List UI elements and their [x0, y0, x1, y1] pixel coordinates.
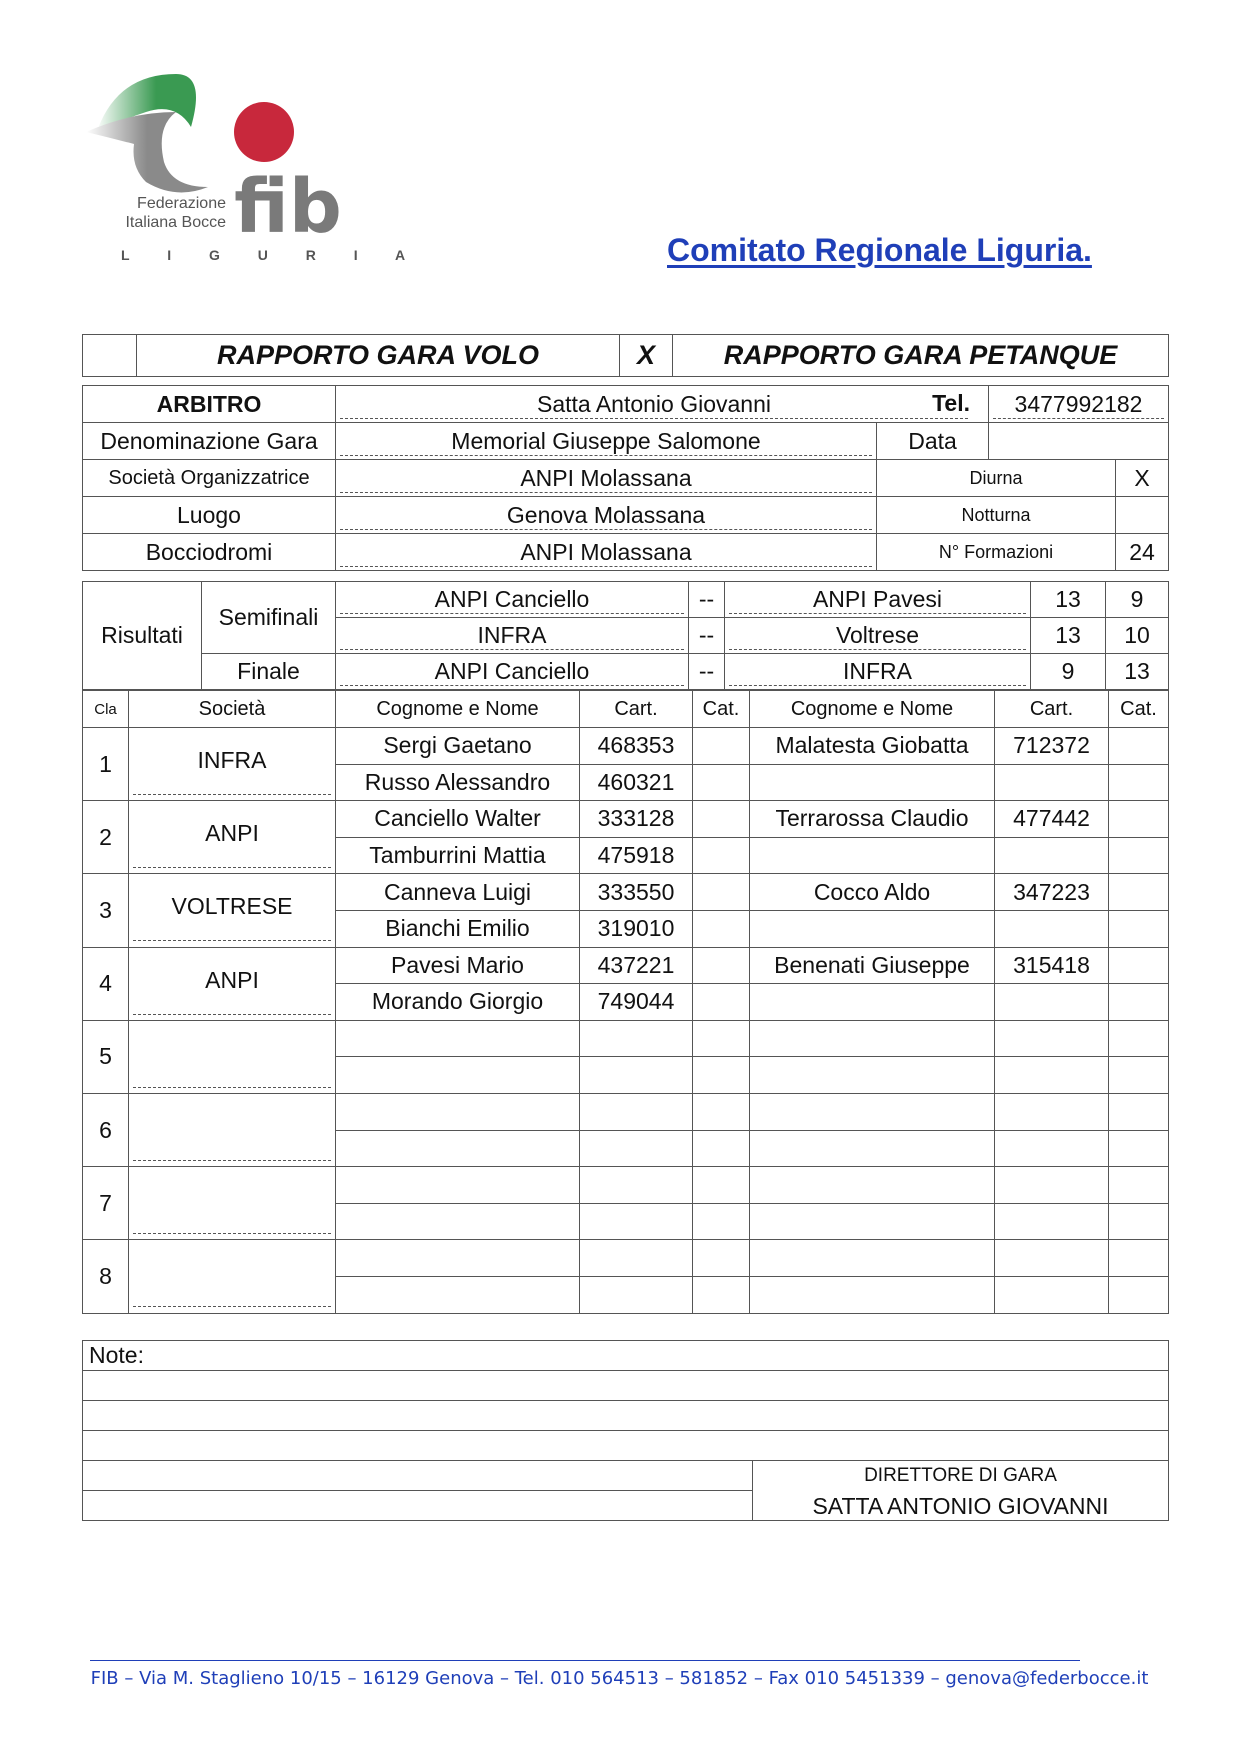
player-name-1[interactable]: Russo Alessandro — [336, 764, 580, 801]
player-name-2[interactable] — [750, 1276, 995, 1313]
player-name-1[interactable]: Canneva Luigi — [336, 874, 580, 911]
finale-label: Finale — [202, 654, 336, 690]
player-card-2[interactable] — [995, 1093, 1109, 1130]
player-card-1[interactable] — [580, 1276, 693, 1313]
player-cat-1[interactable] — [693, 801, 750, 838]
player-cat-1[interactable] — [693, 837, 750, 874]
logo-line2: Italiana Bocce — [125, 214, 226, 231]
player-cat-2[interactable] — [1109, 837, 1169, 874]
results-table — [82, 581, 1169, 690]
match-score-a[interactable]: 13 — [1031, 582, 1106, 618]
report-type-bar — [82, 334, 1169, 377]
cla-cell: 7 — [83, 1167, 129, 1240]
volo-checkbox[interactable] — [83, 335, 137, 377]
player-card-1[interactable]: 460321 — [580, 764, 693, 801]
player-name-1[interactable] — [336, 1203, 580, 1240]
logo-line1: Federazione — [137, 195, 226, 212]
data-field[interactable] — [989, 423, 1169, 460]
societa-value: ANPI — [205, 820, 259, 847]
player-name-1[interactable]: Bianchi Emilio — [336, 910, 580, 947]
denominazione-field[interactable] — [336, 423, 877, 460]
table-row — [83, 1167, 1169, 1204]
arbitro-value: Satta Antonio Giovanni — [340, 390, 968, 419]
arbitro-label: ARBITRO — [83, 386, 336, 423]
logo-region: L I G U R I A — [121, 247, 423, 263]
player-name-1[interactable]: Sergi Gaetano — [336, 728, 580, 765]
player-card-1[interactable] — [580, 1203, 693, 1240]
player-cat-1[interactable] — [693, 1167, 750, 1204]
arbitro-field[interactable] — [336, 386, 989, 423]
societa-cell[interactable] — [129, 728, 336, 801]
player-card-1[interactable]: 475918 — [580, 837, 693, 874]
player-cat-1[interactable] — [693, 1130, 750, 1167]
match-info-table — [82, 385, 1169, 571]
player-name-1[interactable]: Tamburrini Mattia — [336, 837, 580, 874]
player-cat-1[interactable] — [693, 764, 750, 801]
players-table — [82, 690, 1169, 1314]
player-name-1[interactable] — [336, 1020, 580, 1057]
player-name-1[interactable] — [336, 1093, 580, 1130]
player-cat-1[interactable] — [693, 1240, 750, 1277]
table-row — [83, 874, 1169, 911]
formazioni-label: N° Formazioni — [877, 534, 1116, 571]
player-cat-2[interactable] — [1109, 874, 1169, 911]
player-cat-1[interactable] — [693, 910, 750, 947]
director-name: SATTA ANTONIO GIOVANNI — [812, 1493, 1109, 1519]
notes-line[interactable] — [83, 1431, 1169, 1461]
player-card-2[interactable] — [995, 984, 1109, 1021]
player-card-1[interactable] — [580, 1167, 693, 1204]
player-name-2[interactable] — [750, 984, 995, 1021]
cla-cell: 8 — [83, 1240, 129, 1313]
tel-label: Tel. — [932, 390, 970, 416]
player-card-2[interactable] — [995, 910, 1109, 947]
fib-logo — [86, 72, 423, 267]
player-name-2[interactable] — [750, 837, 995, 874]
match-team-a[interactable]: INFRA — [336, 618, 689, 654]
societa-cell[interactable] — [129, 1093, 336, 1166]
player-cat-1[interactable] — [693, 1276, 750, 1313]
match-team-b[interactable]: INFRA — [725, 654, 1031, 690]
player-card-1[interactable]: 437221 — [580, 947, 693, 984]
header-cat-1: Cat. — [693, 691, 750, 728]
diurna-field[interactable]: X — [1116, 460, 1169, 497]
player-cat-1[interactable] — [693, 1057, 750, 1094]
societa-value: INFRA — [197, 747, 267, 774]
player-name-2[interactable] — [750, 764, 995, 801]
player-name-2[interactable] — [750, 1240, 995, 1277]
player-card-2[interactable] — [995, 837, 1109, 874]
bocciodromi-value: ANPI Molassana — [340, 538, 872, 567]
societa-cell[interactable] — [129, 1240, 336, 1313]
notturna-field[interactable] — [1116, 497, 1169, 534]
player-cat-1[interactable] — [693, 728, 750, 765]
player-cat-2[interactable] — [1109, 1020, 1169, 1057]
player-card-2[interactable] — [995, 1167, 1109, 1204]
player-card-2[interactable]: 477442 — [995, 801, 1109, 838]
player-card-1[interactable]: 333128 — [580, 801, 693, 838]
table-row — [83, 1240, 1169, 1277]
player-cat-2[interactable] — [1109, 1057, 1169, 1094]
match-separator: -- — [689, 582, 725, 618]
director-label: DIRETTORE DI GARA — [864, 1465, 1057, 1486]
player-name-1[interactable]: Pavesi Mario — [336, 947, 580, 984]
player-name-2[interactable]: Terrarossa Claudio — [750, 801, 995, 838]
player-name-1[interactable]: Morando Giorgio — [336, 984, 580, 1021]
player-card-1[interactable] — [580, 1240, 693, 1277]
data-label: Data — [877, 423, 989, 460]
societa-cell[interactable] — [129, 947, 336, 1020]
societa-cell[interactable] — [129, 801, 336, 874]
table-row — [83, 801, 1169, 838]
societa-cell[interactable] — [129, 1167, 336, 1240]
player-card-1[interactable] — [580, 1020, 693, 1057]
header-cart-2: Cart. — [995, 691, 1109, 728]
header-nome-1: Cognome e Nome — [336, 691, 580, 728]
cla-cell: 4 — [83, 947, 129, 1020]
player-cat-2[interactable] — [1109, 1240, 1169, 1277]
player-name-2[interactable] — [750, 1093, 995, 1130]
risultati-label: Risultati — [83, 582, 202, 690]
table-row — [83, 1020, 1169, 1057]
table-row — [83, 728, 1169, 765]
footer-divider — [90, 1660, 1080, 1661]
header-nome-2: Cognome e Nome — [750, 691, 995, 728]
report-volo-label: RAPPORTO GARA VOLO — [137, 335, 620, 377]
luogo-field[interactable] — [336, 497, 877, 534]
player-cat-2[interactable] — [1109, 1093, 1169, 1130]
player-cat-2[interactable] — [1109, 764, 1169, 801]
player-cat-2[interactable] — [1109, 910, 1169, 947]
player-name-1[interactable]: Canciello Walter — [336, 801, 580, 838]
player-card-1[interactable] — [580, 1130, 693, 1167]
regional-committee-title[interactable]: Comitato Regionale Liguria. — [667, 232, 1092, 268]
notes-line[interactable] — [83, 1461, 753, 1491]
match-team-b[interactable]: Voltrese — [725, 618, 1031, 654]
player-card-1[interactable]: 468353 — [580, 728, 693, 765]
report-type-mark[interactable]: X — [620, 335, 673, 377]
player-name-2[interactable] — [750, 1203, 995, 1240]
denominazione-label: Denominazione Gara — [83, 423, 336, 460]
report-petanque-label: RAPPORTO GARA PETANQUE — [673, 335, 1169, 377]
player-card-2[interactable]: 347223 — [995, 874, 1109, 911]
table-row — [83, 1093, 1169, 1130]
cla-cell: 1 — [83, 728, 129, 801]
player-name-2[interactable] — [750, 1020, 995, 1057]
match-team-a[interactable]: ANPI Canciello — [336, 582, 689, 618]
footer-address: FIB – Via M. Staglieno 10/15 – 16129 Genova – Tel. 010 564513 – 581852 – Fax 010 5451339 – genova@federbocce.it — [90, 1668, 1149, 1689]
logo-mark: fib — [234, 164, 342, 250]
luogo-label: Luogo — [83, 497, 336, 534]
notes-table — [82, 1340, 1169, 1521]
player-cat-2[interactable] — [1109, 1203, 1169, 1240]
player-name-1[interactable] — [336, 1276, 580, 1313]
societa-field[interactable] — [336, 460, 877, 497]
match-score-a[interactable]: 9 — [1031, 654, 1106, 690]
player-cat-1[interactable] — [693, 1093, 750, 1130]
semifinali-label: Semifinali — [202, 582, 336, 654]
player-cat-2[interactable] — [1109, 801, 1169, 838]
player-card-2[interactable] — [995, 1276, 1109, 1313]
player-name-2[interactable] — [750, 910, 995, 947]
societa-value: ANPI Molassana — [340, 464, 872, 493]
match-separator: -- — [689, 654, 725, 690]
player-card-2[interactable] — [995, 1130, 1109, 1167]
diurna-label: Diurna — [877, 460, 1116, 497]
player-card-1[interactable]: 749044 — [580, 984, 693, 1021]
director-signature — [753, 1461, 1169, 1521]
tel-field[interactable] — [989, 386, 1169, 423]
match-separator: -- — [689, 618, 725, 654]
player-card-2[interactable]: 315418 — [995, 947, 1109, 984]
player-name-1[interactable] — [336, 1240, 580, 1277]
cla-cell: 3 — [83, 874, 129, 947]
header-cla: Cla — [83, 691, 129, 728]
player-card-2[interactable] — [995, 1057, 1109, 1094]
header-cart-1: Cart. — [580, 691, 693, 728]
player-cat-1[interactable] — [693, 947, 750, 984]
cla-cell: 6 — [83, 1093, 129, 1166]
player-name-1[interactable] — [336, 1057, 580, 1094]
notturna-label: Notturna — [877, 497, 1116, 534]
player-cat-2[interactable] — [1109, 1130, 1169, 1167]
player-card-2[interactable] — [995, 1203, 1109, 1240]
societa-cell[interactable] — [129, 874, 336, 947]
societa-value: VOLTRESE — [171, 893, 293, 920]
tel-value: 3477992182 — [993, 390, 1164, 419]
match-score-b[interactable]: 13 — [1106, 654, 1169, 690]
fib-logo-graphic — [86, 72, 423, 267]
player-cat-1[interactable] — [693, 1203, 750, 1240]
table-row — [83, 947, 1169, 984]
player-cat-2[interactable] — [1109, 1276, 1169, 1313]
notes-line[interactable] — [83, 1371, 1169, 1401]
player-cat-2[interactable] — [1109, 728, 1169, 765]
denominazione-value: Memorial Giuseppe Salomone — [340, 427, 872, 456]
match-score-b[interactable]: 9 — [1106, 582, 1169, 618]
formazioni-field[interactable]: 24 — [1116, 534, 1169, 571]
cla-cell: 2 — [83, 801, 129, 874]
header-cat-2: Cat. — [1109, 691, 1169, 728]
header-societa: Società — [129, 691, 336, 728]
luogo-value: Genova Molassana — [340, 501, 872, 530]
player-cat-2[interactable] — [1109, 984, 1169, 1021]
player-name-2[interactable]: Malatesta Giobatta — [750, 728, 995, 765]
societa-value: ANPI — [205, 966, 259, 993]
player-card-2[interactable]: 712372 — [995, 728, 1109, 765]
player-name-1[interactable] — [336, 1130, 580, 1167]
match-team-b[interactable]: ANPI Pavesi — [725, 582, 1031, 618]
bocciodromi-label: Bocciodromi — [83, 534, 336, 571]
notes-line[interactable] — [83, 1491, 753, 1521]
match-team-a[interactable]: ANPI Canciello — [336, 654, 689, 690]
notes-line[interactable] — [83, 1401, 1169, 1431]
societa-cell[interactable] — [129, 1020, 336, 1093]
notes-label[interactable]: Note: — [83, 1341, 1169, 1371]
player-card-1[interactable]: 319010 — [580, 910, 693, 947]
cla-cell: 5 — [83, 1020, 129, 1093]
match-score-a[interactable]: 13 — [1031, 618, 1106, 654]
player-name-2[interactable]: Benenati Giuseppe — [750, 947, 995, 984]
player-cat-2[interactable] — [1109, 947, 1169, 984]
player-card-1[interactable] — [580, 1093, 693, 1130]
player-cat-2[interactable] — [1109, 1167, 1169, 1204]
player-card-1[interactable]: 333550 — [580, 874, 693, 911]
bocciodromi-field[interactable] — [336, 534, 877, 571]
player-card-1[interactable] — [580, 1057, 693, 1094]
player-name-1[interactable] — [336, 1167, 580, 1204]
player-cat-1[interactable] — [693, 874, 750, 911]
player-card-2[interactable] — [995, 1240, 1109, 1277]
player-card-2[interactable] — [995, 764, 1109, 801]
match-score-b[interactable]: 10 — [1106, 618, 1169, 654]
player-card-2[interactable] — [995, 1020, 1109, 1057]
player-name-2[interactable] — [750, 1130, 995, 1167]
player-name-2[interactable]: Cocco Aldo — [750, 874, 995, 911]
societa-label: Società Organizzatrice — [83, 460, 336, 497]
player-cat-1[interactable] — [693, 984, 750, 1021]
player-cat-1[interactable] — [693, 1020, 750, 1057]
player-name-2[interactable] — [750, 1057, 995, 1094]
player-name-2[interactable] — [750, 1167, 995, 1204]
